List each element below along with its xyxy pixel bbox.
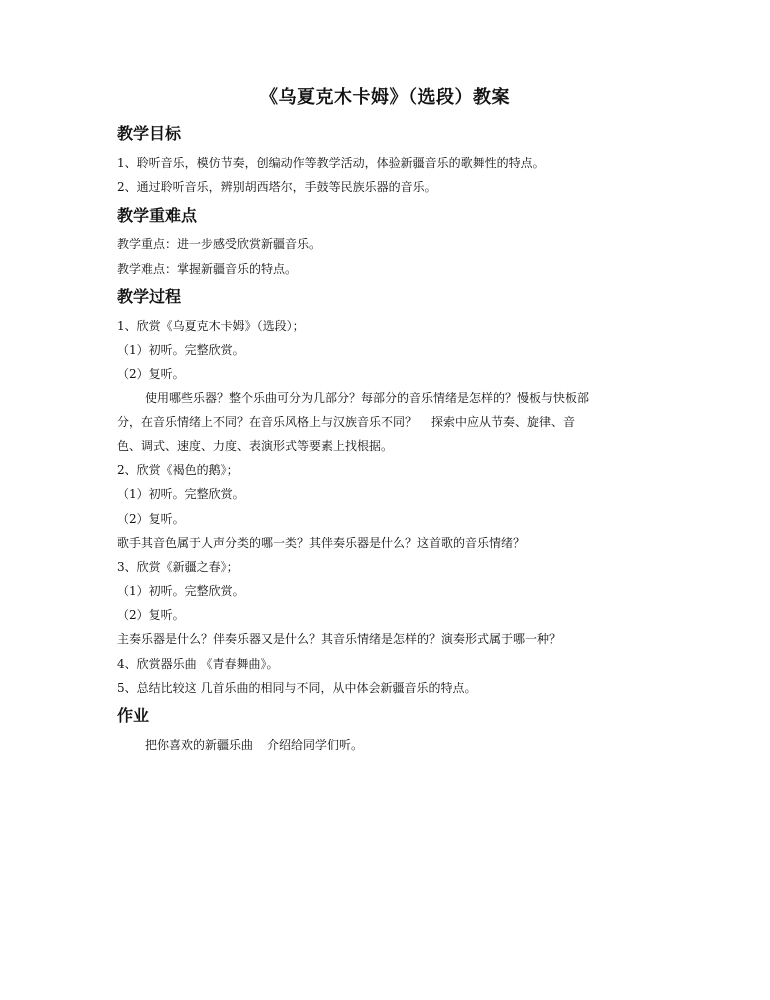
homework-text-b: 介绍给同学们听。 xyxy=(267,738,364,752)
document-title: 《乌夏克木卡姆》（选段）教案 xyxy=(260,87,510,108)
process-line-15: 4、欣赏器乐曲 《青春舞曲》。 xyxy=(117,657,279,671)
process-line-5b: 探索中应从节奏、旋律、音 xyxy=(431,415,576,429)
process-line-14: 主奏乐器是什么？伴奏乐器又是什么？其音乐情绪是怎样的？演奏形式属于哪一种？ xyxy=(117,632,562,646)
heading-process: 教学过程 xyxy=(117,287,182,306)
process-line-7: 2、欣赏《褐色的鹅》； xyxy=(117,463,239,477)
process-line-11: 3、欣赏《新疆之春》； xyxy=(117,560,239,574)
process-line-13: （2）复听。 xyxy=(117,608,185,622)
process-line-2: （1）初听。完整欣赏。 xyxy=(117,343,245,357)
goal-item-2: 2、通过聆听音乐，辨别胡西塔尔，手鼓等民族乐器的音乐。 xyxy=(117,180,437,194)
process-line-10: 歌手其音色属于人声分类的哪一类？其伴奏乐器是什么？这首歌的音乐情绪？ xyxy=(117,536,526,550)
process-line-3: （2）复听。 xyxy=(117,367,185,381)
homework-text xyxy=(145,737,685,753)
process-line-1: 1、欣赏《乌夏克木卡姆》（选段）； xyxy=(117,319,305,333)
process-line-6: 色、调式、速度、力度、表演形式等要素上找根据。 xyxy=(117,439,394,453)
keypoint-difficulty: 教学难点：掌握新疆音乐的特点。 xyxy=(117,262,298,276)
process-line-4: 使用哪些乐器？整个乐曲可分为几部分？每部分的音乐情绪是怎样的？慢板与快板部 xyxy=(145,391,590,405)
heading-goals: 教学目标 xyxy=(117,124,182,143)
process-line-5 xyxy=(117,414,657,430)
process-line-8: （1）初听。完整欣赏。 xyxy=(117,487,245,501)
process-line-9: （2）复听。 xyxy=(117,512,185,526)
heading-keypoints: 教学重难点 xyxy=(117,206,198,225)
heading-homework: 作业 xyxy=(117,706,150,725)
process-line-5a: 分，在音乐情绪上不同？在音乐风格上与汉族音乐不同？ xyxy=(117,415,418,429)
process-line-12: （1）初听。完整欣赏。 xyxy=(117,584,245,598)
homework-text-a: 把你喜欢的新疆乐曲 xyxy=(145,738,254,752)
process-line-16: 5、总结比较这 几首乐曲的相同与不同，从中体会新疆音乐的特点。 xyxy=(117,681,477,695)
goal-item-1: 1、聆听音乐，模仿节奏，创编动作等教学活动，体验新疆音乐的歌舞性的特点。 xyxy=(117,156,545,170)
keypoint-focus: 教学重点：进一步感受欣赏新疆音乐。 xyxy=(117,237,322,251)
